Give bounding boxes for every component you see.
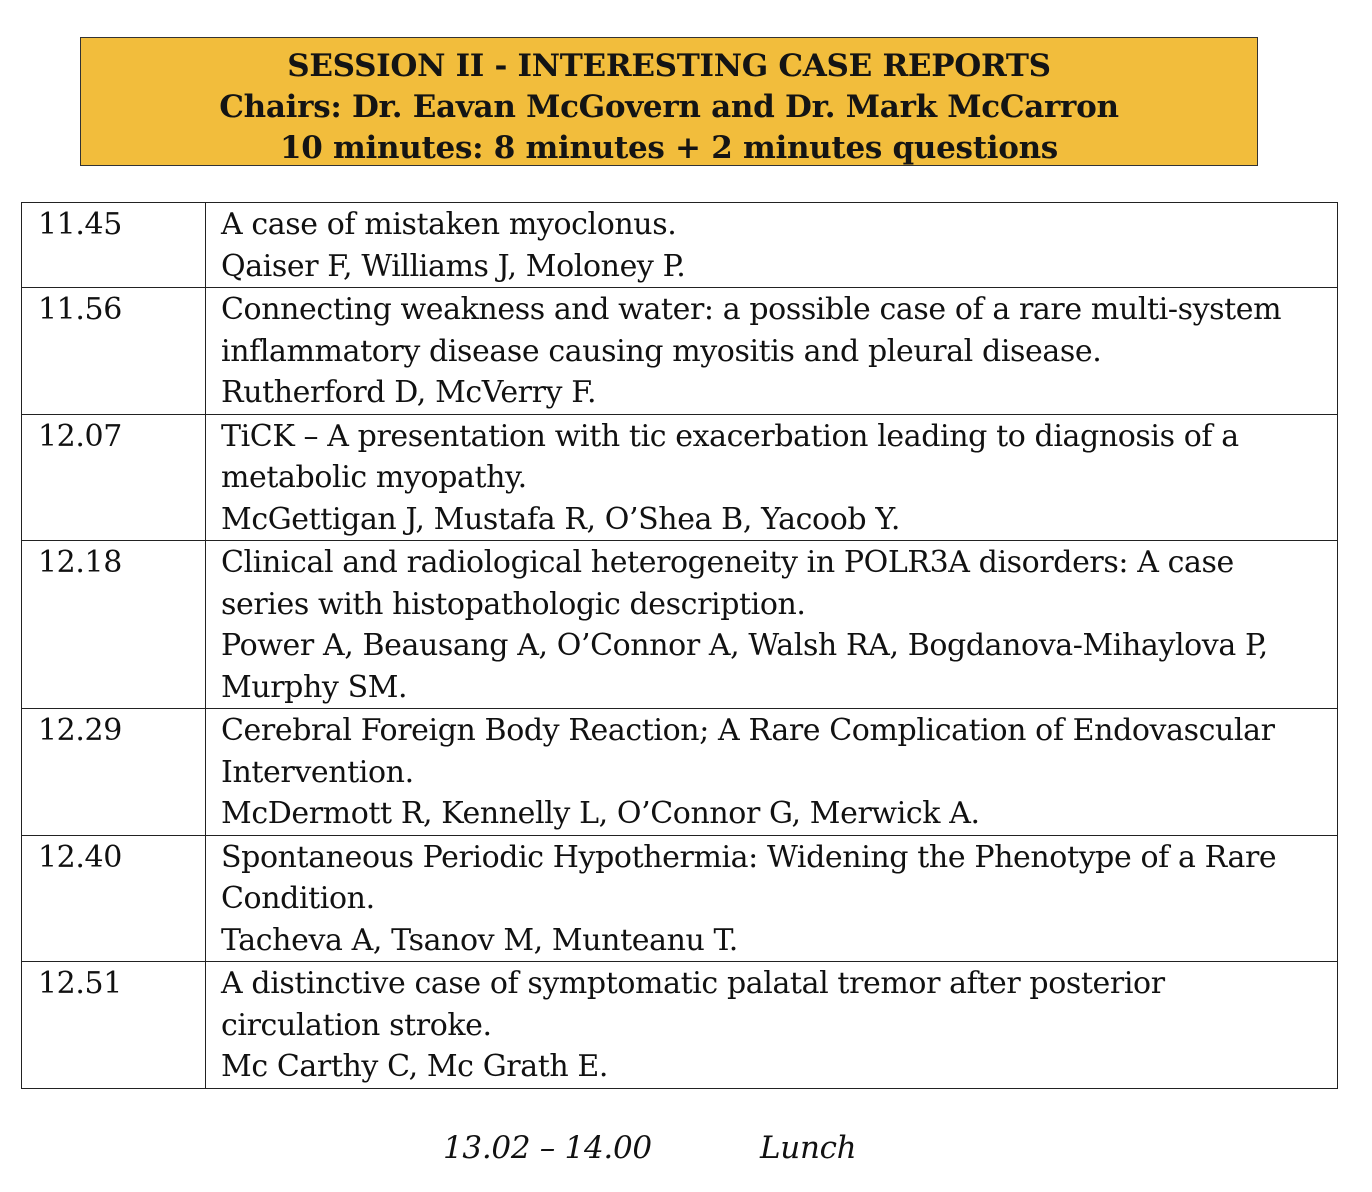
talk-details: [206, 962, 1338, 1089]
talk-title: Cerebral Foreign Body Reaction; A Rare Complication of Endovascular Intervention.: [221, 713, 1275, 790]
talk-authors: Mc Carthy C, Mc Grath E.: [221, 1049, 609, 1084]
talk-details: [206, 709, 1338, 836]
talk-title: A distinctive case of symptomatic palatal tremor after posterior circulation stroke.: [221, 966, 1165, 1043]
session-format: 10 minutes: 8 minutes + 2 minutes questions: [280, 130, 1058, 166]
talk-authors: Qaiser F, Williams J, Moloney P.: [221, 248, 686, 284]
table-row: [22, 288, 1338, 415]
talk-authors: Power A, Beausang A, O’Connor A, Walsh RA, Bogdanova-Mihaylova P, Murphy SM.: [221, 628, 1268, 705]
talk-title: Clinical and radiological heterogeneity in POLR3A disorders: A case series with histopathologic description.: [221, 545, 1234, 622]
talk-details: [206, 203, 1338, 288]
talk-details: [206, 835, 1338, 962]
session-header: [80, 37, 1258, 166]
table-row: [22, 203, 1338, 288]
talk-time: 12.40: [22, 835, 206, 962]
program-table: [21, 202, 1338, 1089]
talk-authors: Rutherford D, McVerry F.: [221, 375, 597, 410]
table-row: [22, 414, 1338, 541]
table-row: [22, 962, 1338, 1089]
talk-time: 11.45: [22, 203, 206, 288]
talk-title: A case of mistaken myoclonus.: [221, 207, 677, 242]
talk-time: 12.18: [22, 541, 206, 709]
talk-authors: McGettigan J, Mustafa R, O’Shea B, Yacoob Y.: [221, 501, 900, 537]
table-row: [22, 541, 1338, 709]
talk-time: 11.56: [22, 288, 206, 415]
session-title: SESSION II - INTERESTING CASE REPORTS: [287, 48, 1051, 84]
talk-authors: McDermott R, Kennelly L, O’Connor G, Merwick A.: [221, 796, 980, 831]
talk-title: Connecting weakness and water: a possible case of a rare multi-system inflammatory disease causing myositis and pleural disease.: [221, 292, 1282, 369]
talk-time: 12.29: [22, 709, 206, 836]
talk-authors: Tacheva A, Tsanov M, Munteanu T.: [221, 922, 738, 958]
talk-details: [206, 414, 1338, 541]
talk-time: 12.51: [22, 962, 206, 1089]
talk-details: [206, 541, 1338, 709]
table-row: [22, 835, 1338, 962]
table-row: [22, 709, 1338, 836]
session-chairs: Chairs: Dr. Eavan McGovern and Dr. Mark McCarron: [219, 89, 1119, 125]
talk-title: Spontaneous Periodic Hypothermia: Widening the Phenotype of a Rare Condition.: [221, 839, 1277, 916]
lunch-label: Lunch: [760, 1130, 857, 1166]
talk-details: [206, 288, 1338, 415]
talk-title: TiCK – A presentation with tic exacerbation leading to diagnosis of a metabolic myopathy.: [221, 418, 1239, 495]
lunch-time: 13.02 – 14.00: [443, 1130, 652, 1166]
talk-time: 12.07: [22, 414, 206, 541]
